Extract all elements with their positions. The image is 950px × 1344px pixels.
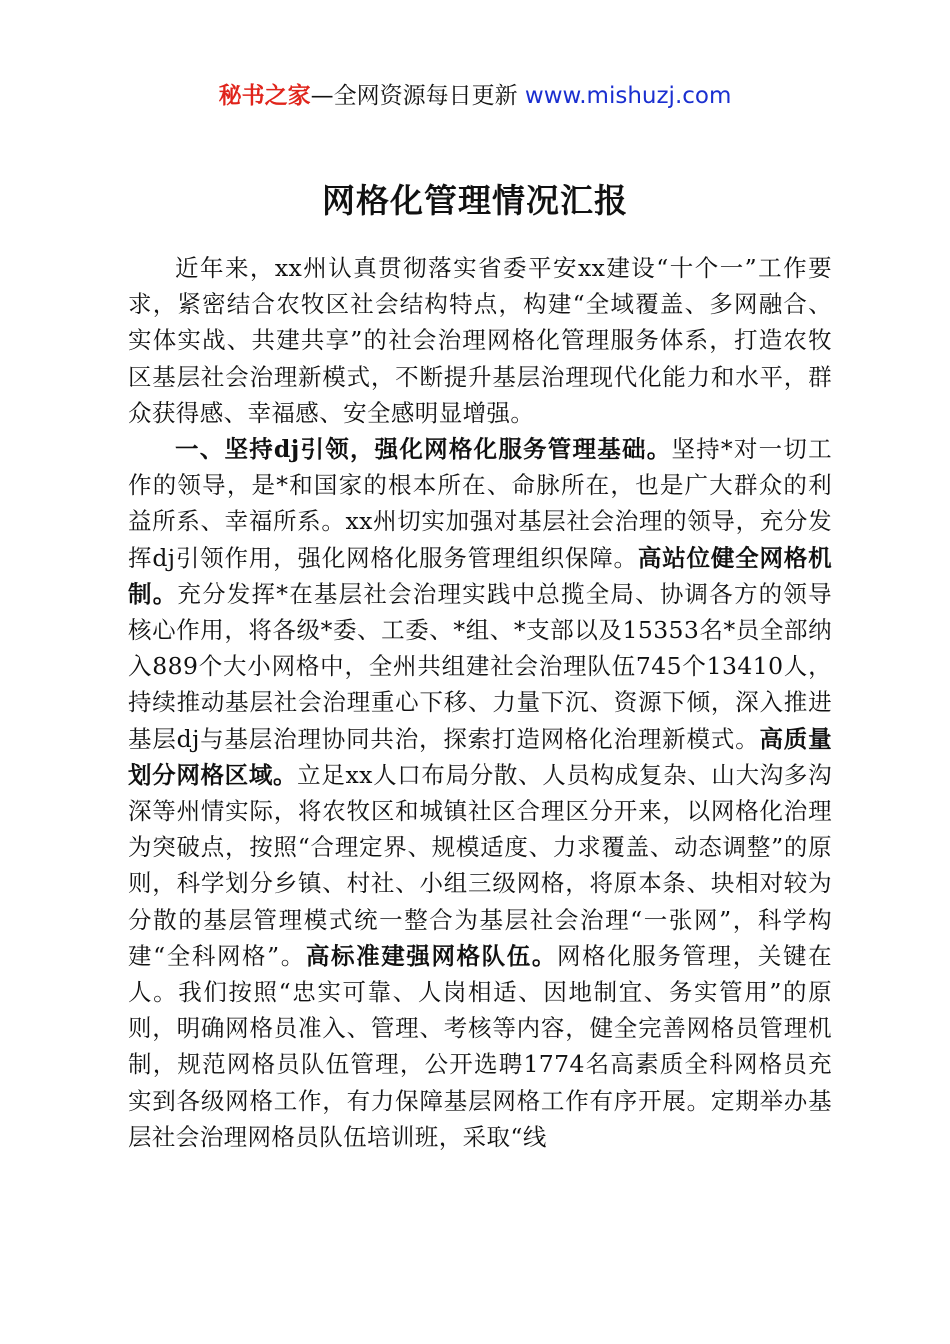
document-body xyxy=(128,250,832,1155)
point-2-heading: 高质量划分网格区域。 xyxy=(128,724,832,789)
point-3-text: 网格化服务管理，关键在人。我们按照“忠实可靠、人岗相适、因地制宜、务实管用”的原则，明确网格员准入、管理、考核等内容，健全完善网格员管理机制，规范网格员队伍管理，公开选聘1774名高素质全科网格员充实到各级网格工作，有力保障基层网格工作有序开展。定期举办基层社会治理网格员队伍培训班，采取“线 xyxy=(128,941,832,1151)
document-title: 网格化管理情况汇报 xyxy=(322,181,628,220)
section-1-paragraph xyxy=(128,431,832,1155)
site-header xyxy=(0,80,950,112)
site-brand: 秘书之家 xyxy=(218,83,311,109)
section-1-intro: 坚持*对一切工作的领导，是*和国家的根本所在、命脉所在，也是广大群众的利益所系、幸福所系。xx州切实加强对基层社会治理的领导，充分发挥dj引领作用，强化网格化服务管理组织保障。 xyxy=(128,435,832,572)
point-1-text: 充分发挥*在基层社会治理实践中总揽全局、协调各方的领导核心作用，将各级*委、工委、*组、*支部以及15353名*员全部纳入889个大小网格中，全州共组建社会治理队伍745个13410人，持续推动基层社会治理重心下移、力量下沉、资源下倾，深入推进基层dj与基层治理协同共治，探索打造网格化治理新模式。 xyxy=(128,579,832,753)
site-url-link[interactable]: www.mishuzj.com xyxy=(524,83,732,109)
site-tagline: —全网资源每日更新 xyxy=(310,83,525,109)
section-1-heading: 一、坚持dj引领，强化网格化服务管理基础。 xyxy=(175,435,672,464)
point-3-heading: 高标准建强网格队伍。 xyxy=(305,941,557,970)
point-1-heading: 高站位健全网格机制。 xyxy=(128,543,832,608)
point-2-text: 立足xx人口布局分散、人员构成复杂、山大沟多沟深等州情实际，将农牧区和城镇社区合理区分开来，以网格化治理为突破点，按照“合理定界、规模适度、力求覆盖、动态调整”的原则，科学划分乡镇、村社、小组三级网格，将原本条、块相对较为分散的基层管理模式统一整合为基层社会治理“一张网”，科学构建“全科网格”。 xyxy=(128,760,832,970)
intro-paragraph: 近年来，xx州认真贯彻落实省委平安xx建设“十个一”工作要求，紧密结合农牧区社会结构特点，构建“全域覆盖、多网融合、实体实战、共建共享”的社会治理网格化管理服务体系，打造农牧区基层社会治理新模式，不断提升基层治理现代化能力和水平，群众获得感、幸福感、安全感明显增强。 xyxy=(128,254,832,427)
